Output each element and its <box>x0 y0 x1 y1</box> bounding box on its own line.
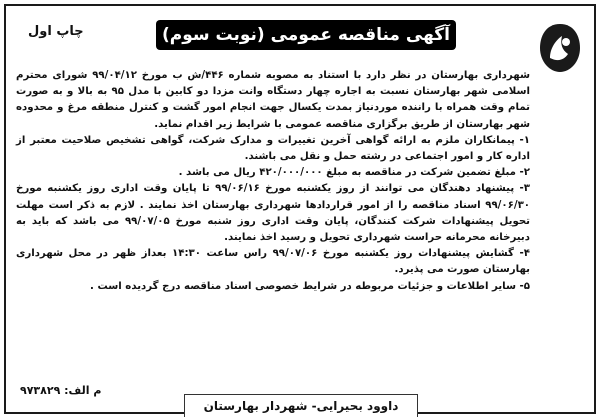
edition-label: چاپ اول <box>28 24 84 39</box>
footer-code: م الف: ۹۷۳۸۲۹ <box>20 384 102 397</box>
notice-frame <box>4 4 596 414</box>
intro-text: در نظر دارد با استناد به مصوبه شماره ۴۴۶/ش ب مورخ ۹۹/۰۴/۱۲ شورای محترم اسلامی شهر بهارستان نسبت به اجاره چهار دستگاه وانت مزدا دو کابین با مدل ۹۵ به بالا و به صورت تمام وقت همراه با راننده موردنیاز بمدت یکسال جهت انجام امور گشت و کنترل منطقه مرغ و محدوده شهر بهارستان از طریق برگزاری مناقصه عمومی با شرایط زیر اقدام نماید. <box>16 70 530 130</box>
notice-body <box>16 68 530 295</box>
signature: داوود بحیرایی- شهردار بهارستان <box>184 394 418 417</box>
condition-item-5: ۵- سایر اطلاعات و جزئیات مربوطه در شرایط خصوصی اسناد مناقصه درج گردیده است . <box>90 280 530 292</box>
condition-item-2: ۲- مبلغ تضمین شرکت در مناقصه به مبلغ ۴۲۰/۰۰۰/۰۰۰ ریال می باشد . <box>178 167 530 179</box>
condition-item-4: ۴- گشایش پیشنهادات روز یکشنبه مورخ ۹۹/۰۷/۰۶ راس ساعت ۱۴:۳۰ بعداز ظهر در محل شهرداری بهارستان صورت می پذیرد. <box>16 248 530 276</box>
condition-item-3: ۳- پیشنهاد دهندگان می توانند از روز یکشنبه مورخ ۹۹/۰۶/۱۶ تا پایان وقت اداری روز یکشنبه مورخ ۹۹/۰۶/۳۰ اسناد مناقصه را از امور قراردادها شهرداری بهارستان اخذ نمایند . لازم به ذکر است مهلت تحویل پیشنهادات شرکت کنندگان، پایان وقت اداری روز شنبه مورخ ۹۹/۰۷/۰۵ می باشد که باید به دبیرخانه محرمانه حراست شهرداری تحویل و رسید اخذ نمایند. <box>16 183 530 244</box>
intro-paragraph <box>16 68 530 133</box>
municipality-logo <box>536 18 584 78</box>
condition-item-1: ۱- پیمانکاران ملزم به ارائه گواهی آخرین تغییرات و مدارک شرکت، گواهی تشخیص صلاحیت معتبر از اداره کار و امور اجتماعی در رشته حمل و نقل می باشند. <box>16 134 530 163</box>
intro-lead: شهرداری بهارستان <box>431 70 530 81</box>
notice-title: آگهی مناقصه عمومی (نوبت سوم) <box>156 20 456 50</box>
